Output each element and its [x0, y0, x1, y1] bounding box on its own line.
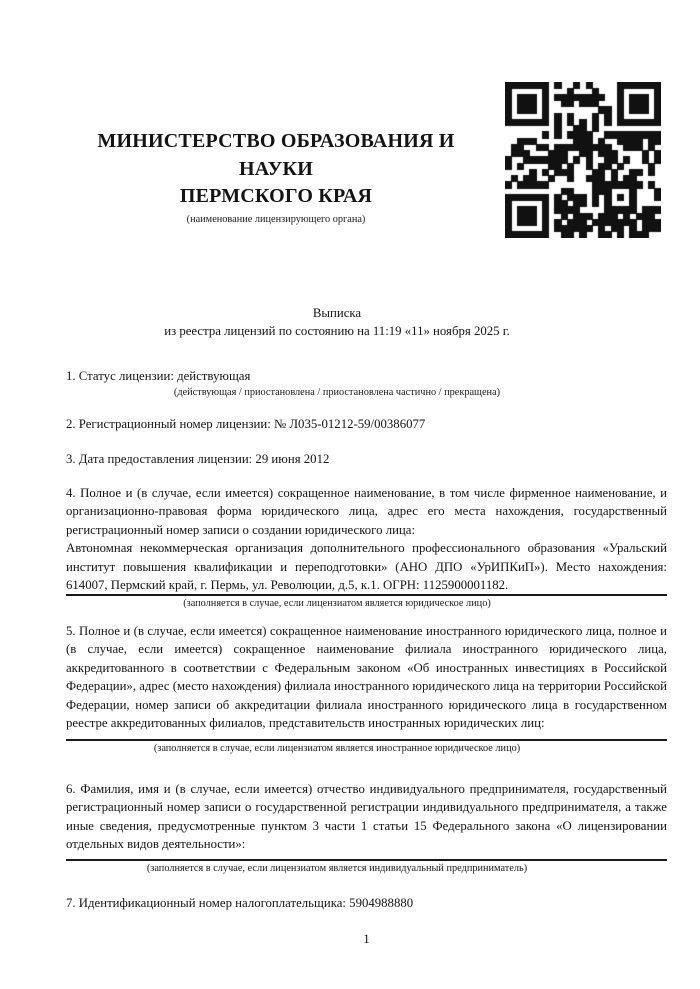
legal-entity-question: 4. Полное и (в случае, если имеется) сокращенное наименование, в том числе фирменное наименование, и организационно-правовая форма юридического лица, адрес его места нахождения, государственный регистрационный номер записи о создании юридического лица: [66, 486, 667, 537]
field-taxpayer-id [66, 894, 667, 912]
licensing-authority-header [66, 128, 486, 226]
individual-entrepreneur-question: 6. Фамилия, имя и (в случае, если имеется) отчество индивидуального предпринимателя, государственный регистрационный номер записи о государственной регистрации индивидуального предпринимателя, а также иные сведения, предусмотренные пунктом 3 части 1 статьи 15 Федерального закона «О лицензировании отдельных видов деятельности»: [66, 782, 667, 852]
document-title: Выписка [312, 306, 362, 320]
registration-number-text: 2. Регистрационный номер лицензии: № Л035-01212-59/00386077 [66, 417, 426, 431]
ministry-name-line1: МИНИСТЕРСТВО ОБРАЗОВАНИЯ И НАУКИ [97, 130, 455, 180]
legal-entity-answer: Автономная некоммерческая организация дополнительного профессионального образования «Уральский институт повышения квалификации и переподготовки» (АНО ДПО «УрИПКиП»). Место нахождения: 614007, Пермский край, г. Пермь, ул. Революции, д.5, к.1. ОГРН: 1125900001182. [66, 539, 667, 596]
foreign-entity-question: 5. Полное и (в случае, если имеется) сокращенное наименование иностранного юридического лица, полное и (в случае, если имеется) сокращенное наименование филиала иностранного юридического лица, аккредитованного в соответствии с Федеральным законом «Об иностранных инвестициях в Российской Федерации», адрес (место нахождения) филиала иностранного юридического лица на территории Российской Федерации, номер записи об аккредитации филиала иностранного юридического лица в государственном реестре аккредитованных филиалов, представительств иностранных юридических лиц: [66, 624, 667, 731]
field-individual-entrepreneur [66, 780, 667, 875]
foreign-entity-blank-rule [66, 732, 667, 741]
page-number: 1 [363, 932, 370, 946]
field-foreign-entity [66, 622, 667, 755]
field-grant-date [66, 450, 667, 468]
legal-entity-caption: (заполняется в случае, если лицензиатом является юридическое лицо) [183, 598, 491, 610]
qr-code-icon [505, 82, 661, 238]
grant-date-text: 3. Дата предоставления лицензии: 29 июня 2012 [66, 452, 330, 466]
license-status-text: 1. Статус лицензии: действующая [66, 369, 251, 383]
individual-entrepreneur-caption: (заполняется в случае, если лицензиатом является индивидуальный предприниматель) [146, 862, 528, 874]
ministry-name-line2: ПЕРМСКОГО КРАЯ [179, 185, 373, 207]
field-legal-entity [66, 484, 667, 610]
field-license-status [66, 367, 667, 399]
foreign-entity-caption: (заполняется в случае, если лицензиатом является иностранное юридическое лицо) [153, 743, 521, 755]
taxpayer-id-text: 7. Идентификационный номер налогоплательщика: 5904988880 [66, 896, 414, 910]
document-subtitle: из реестра лицензий по состоянию на 11:19 «11» ноября 2025 г. [164, 324, 510, 339]
individual-entrepreneur-blank-rule [66, 854, 667, 861]
field-registration-number [66, 415, 667, 433]
ministry-name-caption: (наименование лицензирующего органа) [186, 213, 366, 225]
license-status-caption: (действующая / приостановлена / приостановлена частично / прекращена) [173, 387, 501, 399]
document-title-block [66, 304, 608, 341]
